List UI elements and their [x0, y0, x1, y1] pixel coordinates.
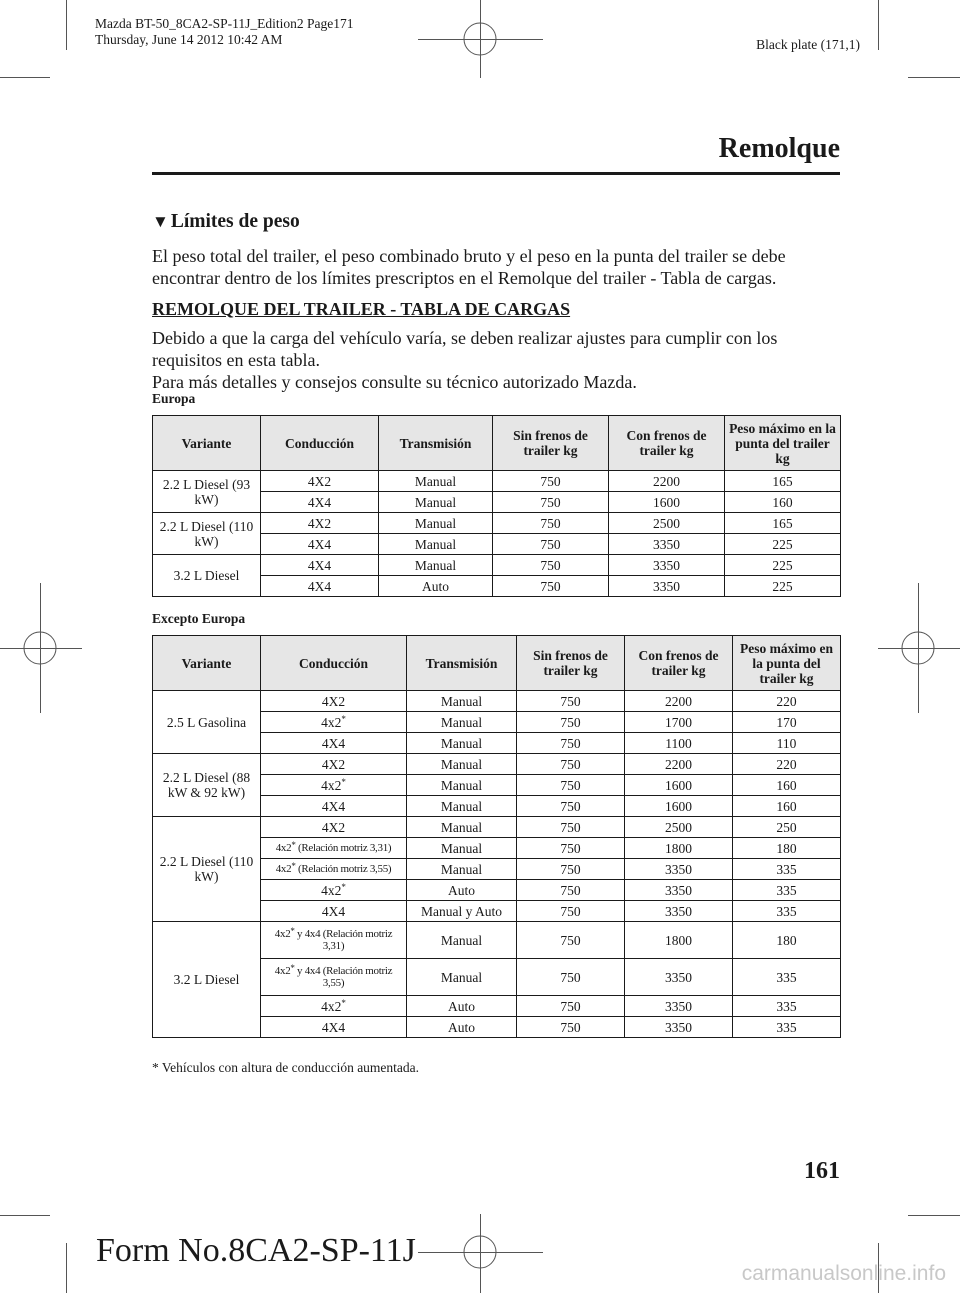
table-row — [153, 555, 841, 576]
max-ball-cell: 225 — [725, 576, 841, 597]
table-row — [153, 817, 841, 838]
print-meta-line2: Thursday, June 14 2012 10:42 AM — [95, 32, 283, 47]
table-header-row — [153, 416, 841, 471]
drive-cell — [261, 733, 407, 754]
max-ball-cell: 160 — [733, 775, 841, 796]
max-ball-cell: 220 — [733, 691, 841, 712]
drive-value: 4x2 — [275, 863, 292, 875]
print-meta-line1: Mazda BT-50_8CA2-SP-11J_Edition2 Page171 — [95, 16, 354, 31]
advice-paragraph: Para más detalles y consejos consulte su técnico autorizado Mazda. — [152, 372, 637, 392]
drive-value: 4X4 — [321, 798, 346, 814]
footnote-marker: * — [341, 713, 346, 724]
unbraked-cell: 750 — [517, 859, 625, 880]
max-ball-cell: 180 — [733, 838, 841, 859]
col-variant: Variante — [153, 416, 261, 471]
braked-cell: 2500 — [625, 817, 733, 838]
drive-cell — [261, 922, 407, 959]
braked-cell: 3350 — [609, 576, 725, 597]
braked-cell: 3350 — [625, 996, 733, 1017]
max-ball-cell: 225 — [725, 555, 841, 576]
drive-note: y 4x4 (Relación motriz 3,55) — [294, 965, 393, 989]
max-ball-cell: 165 — [725, 513, 841, 534]
drive-cell — [261, 712, 407, 733]
page-number: 161 — [804, 1158, 840, 1184]
transmission-cell: Manual — [407, 691, 517, 712]
drive-value: 4X2 — [307, 515, 332, 531]
transmission-cell: Manual — [379, 513, 493, 534]
drive-cell — [261, 555, 379, 576]
triangle-down-icon: ▼ — [152, 212, 169, 231]
plate-label: Black plate (171,1) — [756, 37, 860, 52]
unbraked-cell: 750 — [517, 817, 625, 838]
unbraked-cell: 750 — [517, 733, 625, 754]
transmission-cell: Manual — [407, 922, 517, 959]
drive-cell — [261, 471, 379, 492]
adjust-paragraph: Debido a que la carga del vehículo varía, se deben realizar ajustes para cumplir con los requisitos en esta tabla. — [152, 328, 778, 370]
max-ball-cell: 165 — [725, 471, 841, 492]
max-ball-cell: 335 — [733, 859, 841, 880]
drive-value: 4x2 — [321, 714, 342, 730]
drive-value: 4X2 — [321, 819, 346, 835]
col-max-ball: Peso máximo en la punta del trailer kg — [733, 636, 841, 691]
drive-value: 4X4 — [307, 557, 332, 573]
drive-cell — [261, 775, 407, 796]
braked-cell: 1100 — [625, 733, 733, 754]
watermark: carmanualsonline.info — [741, 1262, 946, 1285]
transmission-cell: Manual — [407, 817, 517, 838]
transmission-cell: Auto — [407, 1017, 517, 1038]
transmission-cell: Auto — [379, 576, 493, 597]
table-row — [153, 513, 841, 534]
col-variant: Variante — [153, 636, 261, 691]
drive-value: 4X4 — [307, 578, 332, 594]
drive-value: 4x2 — [274, 965, 291, 977]
footnote-marker: * — [291, 840, 296, 850]
transmission-cell: Manual — [379, 492, 493, 513]
max-ball-cell: 110 — [733, 733, 841, 754]
col-braked: Con frenos de trailer kg — [609, 416, 725, 471]
max-ball-cell: 180 — [733, 922, 841, 959]
drive-value: 4X2 — [321, 693, 346, 709]
unbraked-cell: 750 — [493, 492, 609, 513]
drive-value: 4X4 — [321, 903, 346, 919]
col-drive: Conducción — [261, 636, 407, 691]
unbraked-cell: 750 — [493, 576, 609, 597]
drive-cell — [261, 859, 407, 880]
unbraked-cell: 750 — [517, 880, 625, 901]
braked-cell: 1700 — [625, 712, 733, 733]
footnote-marker: * — [291, 861, 296, 871]
drive-value: 4X4 — [321, 735, 346, 751]
braked-cell: 1600 — [625, 775, 733, 796]
braked-cell: 3350 — [625, 880, 733, 901]
transmission-cell: Manual — [407, 733, 517, 754]
unbraked-cell: 750 — [517, 754, 625, 775]
table-row — [153, 471, 841, 492]
drive-cell — [261, 754, 407, 775]
drive-value: 4x2 — [321, 998, 342, 1014]
transmission-cell: Manual — [379, 534, 493, 555]
drive-cell — [261, 817, 407, 838]
drive-cell — [261, 838, 407, 859]
transmission-cell: Manual — [407, 754, 517, 775]
drive-cell — [261, 901, 407, 922]
transmission-cell: Manual — [407, 859, 517, 880]
drive-value: 4x2 — [275, 842, 292, 854]
non-europe-label: Excepto Europa — [152, 611, 246, 626]
europe-label: Europa — [152, 391, 196, 406]
footnote-marker: * — [341, 997, 346, 1008]
unbraked-cell: 750 — [517, 1017, 625, 1038]
drive-value: 4X4 — [307, 536, 332, 552]
unbraked-cell: 750 — [493, 534, 609, 555]
max-ball-cell: 250 — [733, 817, 841, 838]
variant-cell: 3.2 L Diesel — [153, 555, 261, 597]
drive-cell — [261, 959, 407, 996]
unbraked-cell: 750 — [493, 471, 609, 492]
transmission-cell: Manual — [379, 555, 493, 576]
table-section-heading: REMOLQUE DEL TRAILER - TABLA DE CARGAS — [152, 299, 571, 319]
table-row — [153, 691, 841, 712]
drive-value: 4x2 — [274, 928, 291, 940]
footnote-marker: * — [341, 881, 346, 892]
max-ball-cell: 335 — [733, 880, 841, 901]
max-ball-cell: 220 — [733, 754, 841, 775]
page-heading — [152, 211, 300, 233]
col-transmission: Transmisión — [407, 636, 517, 691]
unbraked-cell: 750 — [517, 901, 625, 922]
transmission-cell: Auto — [407, 880, 517, 901]
drive-cell — [261, 796, 407, 817]
braked-cell: 3350 — [625, 859, 733, 880]
max-ball-cell: 170 — [733, 712, 841, 733]
drive-value: 4X2 — [307, 473, 332, 489]
drive-cell — [261, 513, 379, 534]
max-ball-cell: 335 — [733, 996, 841, 1017]
transmission-cell: Auto — [407, 996, 517, 1017]
drive-cell — [261, 691, 407, 712]
max-ball-cell: 335 — [733, 959, 841, 996]
drive-cell — [261, 576, 379, 597]
drive-note: y 4x4 (Relación motriz 3,31) — [294, 928, 393, 952]
variant-cell: 2.2 L Diesel (110 kW) — [153, 817, 261, 922]
drive-value: 4x2 — [321, 777, 342, 793]
col-transmission: Transmisión — [379, 416, 493, 471]
braked-cell: 2200 — [625, 754, 733, 775]
drive-cell — [261, 492, 379, 513]
braked-cell: 1600 — [625, 796, 733, 817]
table-row — [153, 754, 841, 775]
variant-cell: 2.5 L Gasolina — [153, 691, 261, 754]
unbraked-cell: 750 — [517, 712, 625, 733]
transmission-cell: Manual y Auto — [407, 901, 517, 922]
max-ball-cell: 160 — [725, 492, 841, 513]
variant-cell: 2.2 L Diesel (88 kW & 92 kW) — [153, 754, 261, 817]
section-rule — [152, 172, 840, 175]
footnote-marker: * — [290, 963, 295, 973]
variant-cell: 2.2 L Diesel (110 kW) — [153, 513, 261, 555]
transmission-cell: Manual — [407, 796, 517, 817]
braked-cell: 1800 — [625, 838, 733, 859]
form-number: Form No.8CA2-SP-11J — [96, 1232, 416, 1269]
unbraked-cell: 750 — [517, 691, 625, 712]
col-unbraked: Sin frenos de trailer kg — [517, 636, 625, 691]
footnote: * Vehículos con altura de conducción aumentada. — [152, 1060, 420, 1075]
braked-cell: 3350 — [625, 901, 733, 922]
variant-cell: 2.2 L Diesel (93 kW) — [153, 471, 261, 513]
table-header-row — [153, 636, 841, 691]
drive-value: 4X4 — [321, 1019, 346, 1035]
unbraked-cell: 750 — [517, 922, 625, 959]
transmission-cell: Manual — [407, 838, 517, 859]
intro-paragraph: El peso total del trailer, el peso combinado bruto y el peso en la punta del trailer se debe encontrar dentro de los límites prescriptos en el Remolque del trailer - Tabla de cargas. — [152, 246, 786, 288]
table-row — [153, 922, 841, 959]
braked-cell: 2200 — [609, 471, 725, 492]
col-drive: Conducción — [261, 416, 379, 471]
unbraked-cell: 750 — [493, 555, 609, 576]
section-title: Remolque — [718, 133, 840, 164]
drive-cell — [261, 880, 407, 901]
drive-cell — [261, 1017, 407, 1038]
braked-cell: 3350 — [609, 534, 725, 555]
braked-cell: 2500 — [609, 513, 725, 534]
max-ball-cell: 335 — [733, 1017, 841, 1038]
drive-note: (Relación motriz 3,55) — [295, 863, 392, 875]
braked-cell: 3350 — [625, 1017, 733, 1038]
unbraked-cell: 750 — [517, 796, 625, 817]
drive-value: 4X2 — [321, 756, 346, 772]
braked-cell: 3350 — [609, 555, 725, 576]
transmission-cell: Manual — [407, 959, 517, 996]
transmission-cell: Manual — [379, 471, 493, 492]
variant-cell: 3.2 L Diesel — [153, 922, 261, 1038]
drive-cell — [261, 534, 379, 555]
max-ball-cell: 335 — [733, 901, 841, 922]
transmission-cell: Manual — [407, 712, 517, 733]
braked-cell: 1800 — [625, 922, 733, 959]
col-unbraked: Sin frenos de trailer kg — [493, 416, 609, 471]
drive-cell — [261, 996, 407, 1017]
drive-note: (Relación motriz 3,31) — [295, 842, 392, 854]
transmission-cell: Manual — [407, 775, 517, 796]
unbraked-cell: 750 — [517, 996, 625, 1017]
europe-towing-table — [152, 415, 841, 597]
unbraked-cell: 750 — [517, 838, 625, 859]
col-max-ball: Peso máximo en la punta del trailer kg — [725, 416, 841, 471]
max-ball-cell: 225 — [725, 534, 841, 555]
footnote-marker: * — [341, 776, 346, 787]
drive-value: 4x2 — [321, 882, 342, 898]
print-metadata — [95, 16, 354, 48]
heading-text: Límites de peso — [170, 211, 300, 232]
non-europe-towing-table — [152, 635, 841, 1038]
footnote-marker: * — [290, 926, 295, 936]
unbraked-cell: 750 — [517, 959, 625, 996]
braked-cell: 3350 — [625, 959, 733, 996]
max-ball-cell: 160 — [733, 796, 841, 817]
braked-cell: 2200 — [625, 691, 733, 712]
col-braked: Con frenos de trailer kg — [625, 636, 733, 691]
unbraked-cell: 750 — [493, 513, 609, 534]
braked-cell: 1600 — [609, 492, 725, 513]
drive-value: 4X4 — [307, 494, 332, 510]
unbraked-cell: 750 — [517, 775, 625, 796]
